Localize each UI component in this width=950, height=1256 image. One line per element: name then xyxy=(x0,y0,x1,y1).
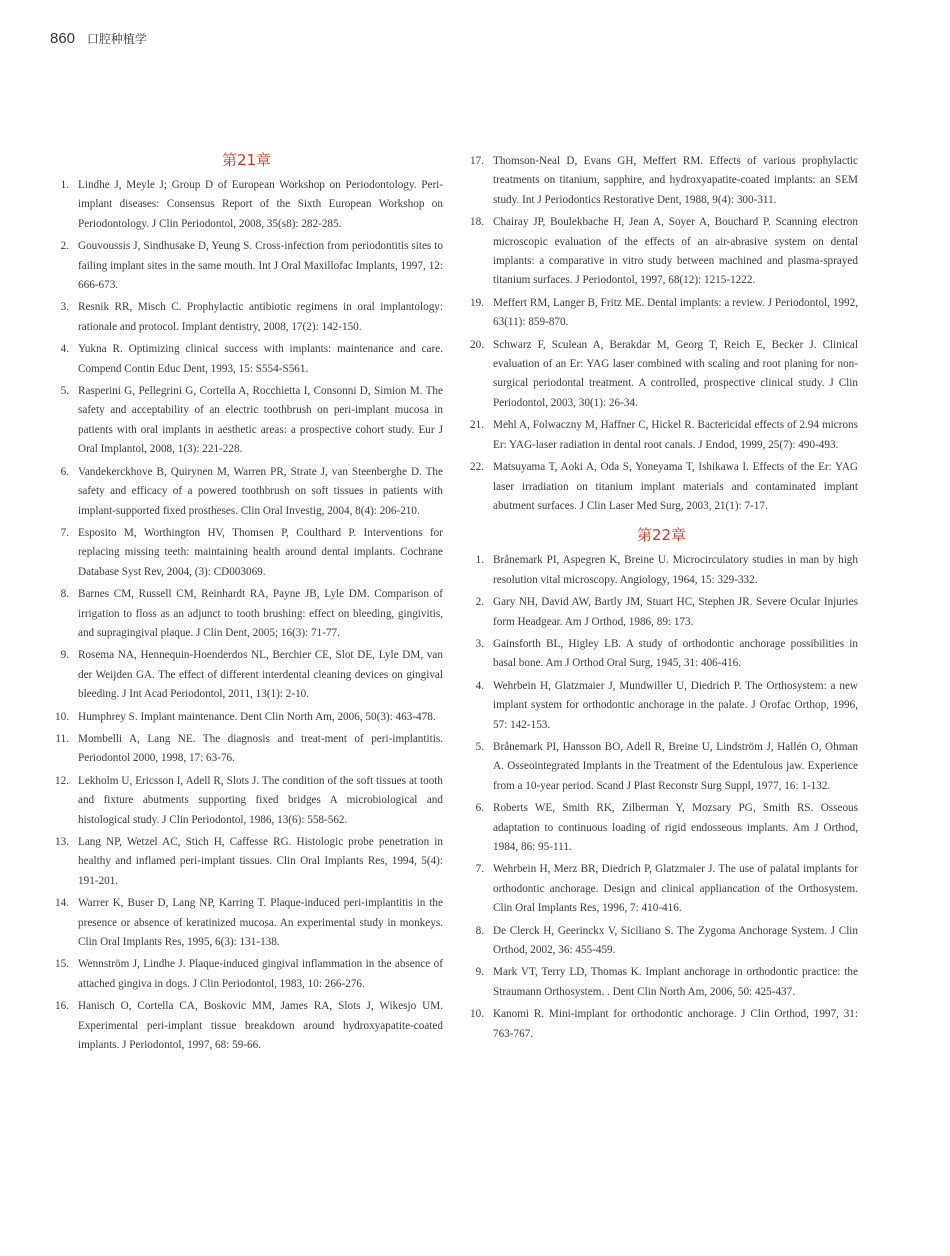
right-column xyxy=(465,152,858,1047)
reference-entry xyxy=(465,799,858,857)
reference-number: 7. xyxy=(60,526,69,539)
reference-entry xyxy=(465,336,858,414)
reference-list-ch21-continued xyxy=(465,152,858,516)
reference-text: Kanomi R. Mini-implant for orthodontic anchorage. J Clin Orthod, 1997, 31: 763-767. xyxy=(493,1008,858,1040)
reference-entry xyxy=(50,524,443,582)
reference-number: 1. xyxy=(60,179,69,191)
reference-number: 22. xyxy=(470,461,484,474)
reference-entry xyxy=(465,416,858,455)
reference-entry xyxy=(465,635,858,674)
reference-number: 10. xyxy=(55,710,69,723)
reference-number: 1. xyxy=(475,554,484,567)
reference-text: Vandekerckhove B, Quirynen M, Warren PR, Strate J, van Steenberghe D. The safety and efficacy of a powered toothbrush on soft tissues in patients with implant-supported fixed prostheses. Clin Oral Investig, 2004, 8(4): 206-210. xyxy=(78,465,443,517)
reference-entry xyxy=(465,458,858,516)
reference-text: Rasperini G, Pellegrini G, Cortella A, Rocchietta I, Consonni D, Simion M. The safety and acceptability of an electric toothbrush on peri-implant mucosa in patients with oral implants in aesthetic areas: a prospective cohort study. Eur J Oral Implantol, 2008, 1(3): 221-228. xyxy=(78,385,443,456)
reference-text: Barnes CM, Russell CM, Reinhardt RA, Payne JB, Lyle DM. Comparison of irrigation to floss as an adjunct to tooth brushing: effect on bleeding, gingivitis, and supragingival plaque. J Clin Dent, 2005; 16(3): 71-77. xyxy=(78,588,443,639)
reference-text: Hanisch O, Cortella CA, Boskovic MM, James RA, Slots J, Wikesjo UM. Experimental peri-implant tissue breakdown around hydroxyapatite-coated implants. J Periodontol, 1997, 68: 59-66. xyxy=(78,1000,443,1052)
reference-entry xyxy=(465,963,858,1002)
chapter-heading-21: 第21章 xyxy=(221,151,272,169)
reference-entry xyxy=(465,152,858,210)
reference-number: 4. xyxy=(60,343,69,356)
reference-entry xyxy=(465,677,858,735)
reference-number: 19. xyxy=(470,296,484,309)
reference-entry xyxy=(465,922,858,961)
reference-text: Esposito M, Worthington HV, Thomsen P, Coulthard P. Interventions for replacing missing teeth: maintaining health around dental implants. Cochrane Database Syst Rev, 2004, (3): CD003069. xyxy=(78,526,443,578)
reference-number: 17. xyxy=(470,155,484,167)
left-column xyxy=(50,150,443,1058)
reference-number: 3. xyxy=(475,637,484,650)
reference-number: 6. xyxy=(60,465,69,478)
reference-number: 8. xyxy=(60,588,69,601)
reference-text: Chairay JP, Boulekbache H, Jean A, Soyer A, Bouchard P. Scanning electron microscopic evaluation of the effects of an air-abrasive system on dental implants: a comparative in vitro study between machined and plasma-sprayed titanium surfaces. J Periodontol, 1997, 68(12): 1215-1222. xyxy=(493,216,858,287)
reference-entry xyxy=(50,772,443,830)
reference-entry xyxy=(50,237,443,295)
reference-entry xyxy=(50,382,443,460)
reference-number: 12. xyxy=(55,774,69,787)
reference-text: Meffert RM, Langer B, Fritz ME. Dental implants: a review. J Periodontol, 1992, 63(11): 859-870. xyxy=(493,296,858,329)
reference-text: Warrer K, Buser D, Lang NP, Karring T. Plaque-induced peri-implantitis in the presence or absence of keratinized mucosa. An experimental study in monkeys. Clin Oral Implants Res, 1995, 6(3): 131-138. xyxy=(78,897,443,949)
reference-entry xyxy=(50,997,443,1055)
reference-entry xyxy=(50,894,443,952)
reference-entry xyxy=(50,730,443,769)
chapter-heading-22: 第22章 xyxy=(636,526,687,545)
reference-entry xyxy=(465,294,858,333)
reference-list-ch21 xyxy=(50,176,443,1055)
reference-text: Matsuyama T, Aoki A, Oda S, Yoneyama T, Ishikawa I. Effects of the Er: YAG laser irradiation on titanium implant materials and contaminated implant abutment surfaces. J Clin Laser Med Surg, 2003, 21(1): 7-17. xyxy=(493,461,858,512)
reference-entry xyxy=(50,833,443,891)
reference-number: 2. xyxy=(475,596,484,609)
reference-entry xyxy=(465,1005,858,1044)
reference-entry xyxy=(465,738,858,796)
reference-entry xyxy=(465,213,858,291)
reference-number: 10. xyxy=(470,1008,484,1021)
reference-text: Brånemark PI, Aspegren K, Breine U. Microcirculatory studies in man by high resolution vital microscopy. Angiology, 1964, 15: 329-332. xyxy=(493,554,858,586)
reference-text: Thomson-Neal D, Evans GH, Meffert RM. Effects of various prophylactic treatments on titanium, sapphire, and hydroxyapatite-coated implants: an SEM study. Int J Periodontics Restorative Dent, 1988, 9(4): 300-311. xyxy=(493,155,858,206)
book-title: 口腔种植学 xyxy=(86,32,147,46)
reference-number: 5. xyxy=(475,740,484,753)
reference-text: Lekholm U, Ericsson I, Adell R, Slots J. The condition of the soft tissues at tooth and fixture abutments supporting fixed bridges A microbiological and histological study. J Clin Periodontol, 1986, 13(6): 558-562. xyxy=(78,774,443,826)
reference-text: Mehl A, Folwaczny M, Haffner C, Hickel R. Bactericidal effects of 2.94 microns Er: YAG-laser radiation in dental root canals. J Endod, 1999, 25(7): 490-493. xyxy=(493,419,858,451)
reference-text: Mark VT, Terry LD, Thomas K. Implant anchorage in orthodontic practice: the Straumann Orthosystem. . Dent Clin North Am, 2006, 50: 425-437. xyxy=(493,966,858,998)
reference-entry xyxy=(50,176,443,234)
reference-number: 9. xyxy=(475,966,484,979)
reference-number: 3. xyxy=(60,301,69,314)
reference-text: Resnik RR, Misch C. Prophylactic antibiotic regimens in oral implantology: rationale and protocol. Implant dentistry, 2008, 17(2): 142-150. xyxy=(78,301,443,333)
reference-text: Wehrbein H, Glatzmaier J, Mundwiller U, Diedrich P. The Orthosystem: a new implant system for orthodontic anchorage in the palate. J Orofac Orthop, 1996, 57: 142-153. xyxy=(493,679,858,731)
page-number: 860 xyxy=(50,30,76,47)
reference-number: 11. xyxy=(55,732,69,745)
reference-number: 4. xyxy=(475,679,484,692)
reference-text: Wehrbein H, Merz BR, Diedrich P, Glatzmaier J. The use of palatal implants for orthodontic anchorage. Design and clinical appliancation of the Orthosystem. Clin Oral Implants Res, 1996, 7: 410-416. xyxy=(493,863,858,915)
reference-entry xyxy=(465,593,858,632)
reference-entry xyxy=(50,646,443,704)
running-head xyxy=(50,30,147,47)
reference-number: 7. xyxy=(475,863,484,876)
reference-text: Wennström J, Lindhe J. Plaque-induced gingival inflammation in the absence of attached gingiva in dogs. J Clin Periodontol, 1983, 10: 266-276. xyxy=(78,958,443,990)
reference-number: 6. xyxy=(475,802,484,815)
reference-number: 9. xyxy=(60,649,69,662)
reference-text: Rosema NA, Hennequin-Hoenderdos NL, Berchier CE, Slot DE, Lyle DM, van der Weijden GA. The effect of different interdental cleaning devices on gingival bleeding. J Int Acad Periodontol, 2011, 13(1): 2-10. xyxy=(78,649,443,701)
reference-text: De Clerck H, Geerinckx V, Siciliano S. The Zygoma Anchorage System. J Clin Orthod, 2002, 36: 455-459. xyxy=(493,924,858,957)
reference-entry xyxy=(465,551,858,590)
reference-number: 20. xyxy=(470,338,484,351)
reference-text: Humphrey S. Implant maintenance. Dent Clin North Am, 2006, 50(3): 463-478. xyxy=(78,710,436,723)
reference-text: Yukna R. Optimizing clinical success with implants: maintenance and care. Compend Contin Educ Dent, 1993, 15: S554-S561. xyxy=(78,343,443,375)
reference-list-ch22 xyxy=(465,551,858,1044)
reference-number: 5. xyxy=(60,385,69,398)
reference-entry xyxy=(50,708,443,727)
reference-number: 2. xyxy=(60,240,69,253)
reference-text: Schwarz F, Sculean A, Berakdar M, Georg T, Reich E, Becker J. Clinical evaluation of an Er: YAG laser combined with scaling and root planing for non-surgical periodontal treatment. A controlled, prospective clinical study. J Clin Periodontol, 2003, 30(1): 26-34. xyxy=(493,338,858,409)
reference-number: 8. xyxy=(475,924,484,937)
reference-entry xyxy=(50,340,443,379)
reference-text: Lindhe J, Meyle J; Group D of European Workshop on Periodontology. Peri-implant diseases: Consensus Report of the Sixth European Workshop on Periodontology. J Clin Periodontol, 2008, 35(s8): 282-285. xyxy=(78,179,443,230)
reference-text: Gary NH, David AW, Bartly JM, Stuart HC, Stephen JR. Severe Ocular Injuries form Headgear. Am J Orthod, 1986, 89: 173. xyxy=(493,596,858,628)
reference-number: 16. xyxy=(55,1000,69,1013)
reference-entry xyxy=(50,463,443,521)
reference-text: Gouvoussis J, Sindhusake D, Yeung S. Cross-infection from periodontitis sites to failing implant sites in the same mouth. Int J Oral Maxillofac Implants, 1997, 12: 666-673. xyxy=(78,240,443,292)
reference-number: 13. xyxy=(55,836,69,848)
reference-number: 18. xyxy=(470,216,484,229)
reference-text: Brånemark PI, Hansson BO, Adell R, Breine U, Lindström J, Hallén O, Ohman A. Osseointegrated Implants in the Treatment of the Edentulous jaw. Experience from a 10-year period. Scand J Plast Reconstr Surg Suppl, 1977, 16: 1-132. xyxy=(493,740,858,792)
reference-text: Roberts WE, Smith RK, Zilberman Y, Mozsary PG, Smith RS. Osseous adaptation to continuous loading of rigid endosseous implants. Am J Orthod, 1984, 86: 95-111. xyxy=(493,802,858,853)
reference-number: 14. xyxy=(55,897,69,910)
reference-entry xyxy=(465,860,858,918)
reference-number: 21. xyxy=(470,419,484,432)
reference-text: Mombelli A, Lang NE. The diagnosis and treat-ment of peri-implantitis. Periodontol 2000, 1998, 17: 63-76. xyxy=(78,732,443,765)
reference-entry xyxy=(50,298,443,337)
reference-entry xyxy=(50,585,443,643)
reference-text: Lang NP, Wetzel AC, Stich H, Caffesse RG. Histologic probe penetration in healthy and inflamed peri-implant tissues. Clin Oral Implants Res, 1994, 5(4): 191-201. xyxy=(78,836,443,887)
reference-text: Gainsforth BL, Higley LB. A study of orthodontic anchorage possibilities in basal bone. Am J Orthod Oral Surg, 1945, 31: 406-416. xyxy=(493,637,858,670)
reference-entry xyxy=(50,955,443,994)
reference-number: 15. xyxy=(55,958,69,971)
